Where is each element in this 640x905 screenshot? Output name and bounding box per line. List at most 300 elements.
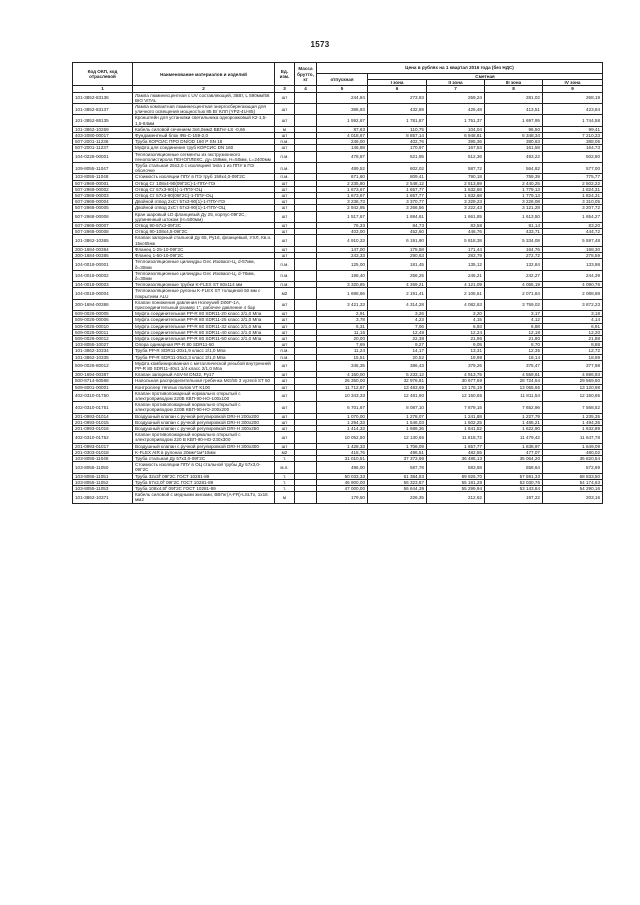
cell-zone-3: 6 348,34	[485, 133, 543, 139]
header-index: 7	[427, 86, 485, 92]
cell-zone-1: 4,23	[368, 317, 427, 323]
cell-zone-1: 56 323,87	[368, 479, 427, 485]
cell-zone-4: 3 872,23	[543, 299, 603, 310]
cell-code: 509-0026-00006	[73, 317, 133, 323]
cell-name: Воздушный клапан с ручной регулировкой DRr-H 300х300	[133, 443, 275, 449]
cell-zone-4: 133,98	[543, 259, 603, 270]
cell-zone-3: 1 697,95	[485, 115, 543, 126]
cell-zone-2: 212,62	[427, 492, 485, 503]
header-otpusk: отпускная	[317, 74, 368, 86]
cell-code: 300-1694-00387	[73, 372, 133, 378]
table-row	[73, 360, 603, 371]
cell-otpusk: 1 517,67	[317, 211, 368, 222]
cell-zone-3: 164,76	[485, 246, 543, 252]
table-row	[73, 163, 603, 174]
cell-unit: п.м.	[275, 282, 295, 288]
cell-name: Воздушный клапан с ручной регулировкой DRr-H 200х200	[133, 413, 275, 419]
cell-otpusk: 7,69	[317, 342, 368, 348]
cell-zone-2: 4 121,09	[427, 282, 485, 288]
cell-zone-4: 58 833,50	[543, 473, 603, 479]
cell-otpusk: 11 712,87	[317, 384, 368, 390]
cell-unit: шт	[275, 311, 295, 317]
cell-zone-3: 558,64	[485, 462, 543, 473]
table-row	[73, 402, 603, 413]
cell-zone-4: 168,30	[543, 246, 603, 252]
cell-zone-4: 4 090,76	[543, 282, 603, 288]
cell-otpusk: 6,31	[317, 323, 368, 329]
cell-code: 507-2968-00002	[73, 186, 133, 192]
cell-otpusk: 50 033,33	[317, 473, 368, 479]
cell-code: 402-0310-01751	[73, 402, 133, 413]
cell-mass	[295, 151, 317, 162]
table-row	[73, 211, 603, 222]
cell-unit: т.	[275, 486, 295, 492]
table-body	[73, 92, 603, 503]
cell-otpusk: 2 235,80	[317, 180, 368, 186]
cell-otpusk: 496,00	[317, 462, 368, 473]
cell-zone-2: 2 513,69	[427, 180, 485, 186]
cell-zone-4: 377,98	[543, 360, 603, 371]
header-index: 6	[368, 86, 427, 92]
cell-zone-4: 444,72	[543, 229, 603, 235]
cell-zone-2: 583,58	[427, 462, 485, 473]
cell-otpusk: 146,88	[317, 145, 368, 151]
cell-zone-3: 18,14	[485, 354, 543, 360]
cell-zone-4: 7 568,52	[543, 402, 603, 413]
cell-unit: шт	[275, 223, 295, 229]
cell-unit: м2	[275, 288, 295, 299]
cell-zone-3: 3 121,28	[485, 205, 543, 211]
cell-otpusk: 15,51	[317, 354, 368, 360]
cell-zone-4: 577,00	[543, 163, 603, 174]
cell-zone-2: 9,05	[427, 342, 485, 348]
cell-zone-4: 775,77	[543, 174, 603, 180]
cell-zone-3: 4,12	[485, 317, 543, 323]
cell-unit: шт	[275, 229, 295, 235]
header-zone-3: III зона	[485, 80, 543, 86]
cell-code: 509-0026-00011	[73, 329, 133, 335]
cell-zone-3: 1 779,13	[485, 186, 543, 192]
cell-zone-1: 12,48	[368, 329, 427, 335]
table-row	[73, 259, 603, 270]
cell-zone-4: 268,19	[543, 92, 603, 103]
cell-code: 201-0303-01018	[73, 449, 133, 455]
cell-zone-3: 13 055,65	[485, 384, 543, 390]
cell-code: 300-1684-00385	[73, 253, 133, 259]
cell-zone-3: 272,72	[485, 253, 543, 259]
table-row	[73, 235, 603, 246]
cell-otpusk: 4 150,00	[317, 372, 368, 378]
cell-otpusk: 3 421,33	[317, 299, 368, 310]
cell-zone-4: 13 120,98	[543, 384, 603, 390]
cell-zone-1: 1 706,09	[368, 443, 427, 449]
cell-zone-2: 5 818,38	[427, 235, 485, 246]
cell-otpusk: 31 010,51	[317, 456, 368, 462]
cell-zone-3: 375,47	[485, 360, 543, 371]
cell-zone-3: 53 143,84	[485, 486, 543, 492]
cell-zone-2: 3 222,43	[427, 205, 485, 211]
cell-otpusk: 1 592,67	[317, 115, 368, 126]
cell-otpusk: 243,33	[317, 253, 368, 259]
cell-zone-2: 4,15	[427, 317, 485, 323]
cell-name: Теплоизоляционные цилиндры Gec Изоваол-Ц, d-76мм, δ=30мм	[133, 270, 275, 281]
cell-code: 300-1684-00384	[73, 246, 133, 252]
cell-zone-3: 1 622,90	[485, 425, 543, 431]
cell-code: 103-8055-11046	[73, 456, 133, 462]
cell-zone-2: 790,18	[427, 174, 485, 180]
cell-unit: п.м.	[275, 163, 295, 174]
cell-zone-1: 20,52	[368, 354, 427, 360]
cell-unit: м.п.	[275, 462, 295, 473]
cell-code: 103-8055-11052	[73, 479, 133, 485]
table-row	[73, 288, 603, 299]
cell-zone-3: 2 440,25	[485, 180, 543, 186]
cell-zone-2: 12 150,65	[427, 390, 485, 401]
cell-unit: шт	[275, 432, 295, 443]
cell-name: Теплоизоляционные рулоны K-FLEX ST толщиной 50 мм с покрытием ALU	[133, 288, 275, 299]
cell-zone-3: 12,35	[485, 348, 543, 354]
cell-name: K-FLEX AIR в рулонах 20мм*1м*10мм	[133, 449, 275, 455]
cell-code: 300-1694-00386	[73, 299, 133, 310]
table-row	[73, 270, 603, 281]
cell-unit: шт	[275, 372, 295, 378]
header-index: 2	[133, 86, 275, 92]
cell-name: Труба 108х4,5f' 09Г2С ГОСТ 10281-89	[133, 486, 275, 492]
cell-zone-2: 13,31	[427, 348, 485, 354]
cell-name: Теплоизоляционные цилиндры Gec Изоваол-Ц, d-57мм, δ=30мм	[133, 259, 275, 270]
cell-code: 101-3852-88135	[73, 115, 133, 126]
cell-name: Клапан противопожарный нормально открытый с электроприводом 220В КВП-90-НО-100х100	[133, 390, 275, 401]
cell-zone-2: 4 082,63	[427, 299, 485, 310]
cell-zone-3: 35 064,20	[485, 456, 543, 462]
cell-zone-2: 3 329,23	[427, 199, 485, 205]
cell-zone-2: 587,72	[427, 163, 485, 174]
cell-zone-3: 57 591,33	[485, 473, 543, 479]
cell-code: 201-0993-01015	[73, 419, 133, 425]
cell-name: Клапан понижения давления Honeywell D06F-1A, присоединительный размер 1", рабочее давление 4 бар	[133, 299, 275, 310]
cell-code: 101-3852-83136	[73, 92, 133, 103]
cell-code: 507-2968-00001	[73, 180, 133, 186]
cell-zone-1: 14,17	[368, 348, 427, 354]
cell-mass	[295, 462, 317, 473]
cell-zone-4: 502,80	[543, 151, 603, 162]
cell-zone-4: 2 502,22	[543, 180, 603, 186]
cell-zone-2: 4 913,75	[427, 372, 485, 378]
cell-zone-4: 3,18	[543, 311, 603, 317]
cell-zone-1: 9,27	[368, 342, 427, 348]
header-zone-2: II зона	[427, 80, 485, 86]
cell-zone-2: 283,79	[427, 253, 485, 259]
cell-zone-2: 19,98	[427, 354, 485, 360]
cell-unit: шт	[275, 402, 295, 413]
cell-code: 507-2968-00005	[73, 205, 133, 211]
cell-zone-2: 12,24	[427, 329, 485, 335]
cell-zone-2: 245,21	[427, 270, 485, 281]
cell-zone-4: 1 824,31	[543, 193, 603, 199]
table-row	[73, 299, 603, 310]
cell-name: Отвод 90-57х3-09Г2С	[133, 223, 275, 229]
cell-otpusk: 76,33	[317, 223, 368, 229]
cell-name: Отвод Ст 108х4-90(09Г2С)-1-ППУ-ПЭ	[133, 180, 275, 186]
cell-otpusk: 478,87	[317, 151, 368, 162]
cell-unit: шт	[275, 253, 295, 259]
cell-zone-2: 1 661,85	[427, 211, 485, 222]
cell-code: 104-0018-00004	[73, 288, 133, 299]
cell-zone-3: 3,17	[485, 311, 543, 317]
cell-otpusk: 1 414,33	[317, 425, 368, 431]
cell-zone-1: 61 384,83	[368, 473, 427, 479]
cell-zone-1: 110,75	[368, 126, 427, 132]
cell-code: 103-8055-11053	[73, 486, 133, 492]
cell-zone-2: 1 241,88	[427, 413, 485, 419]
cell-name: Стоимость изоляции ППУ в ОЦ стальной трубы Ду 57х3,0-09Г2С	[133, 462, 275, 473]
cell-zone-3: 81,14	[485, 223, 543, 229]
cell-zone-3: 3 226,08	[485, 199, 543, 205]
cell-code: 507-2968-00008	[73, 229, 133, 235]
cell-mass	[295, 299, 317, 310]
cell-zone-2: 55 299,94	[427, 486, 485, 492]
cell-unit: шт	[275, 335, 295, 341]
cell-code: 500-8714-50568	[73, 378, 133, 384]
cell-zone-4: 99,41	[543, 126, 603, 132]
cell-code: 507-2968-00006	[73, 211, 133, 222]
cell-unit: шт	[275, 419, 295, 425]
cell-zone-1: 432,69	[368, 104, 427, 115]
cell-otpusk: 1 428,33	[317, 443, 368, 449]
cell-name: Напольная распределительная гребенка MG/50 3 vyzenli ST 50	[133, 378, 275, 384]
cell-unit: п.м.	[275, 174, 295, 180]
cell-zone-1: 1 684,61	[368, 211, 427, 222]
cell-name: Двойной отвод 2хСт 57х3-90(1)-1-ППУ-ОЦ	[133, 205, 275, 211]
cell-unit: шт	[275, 205, 295, 211]
header-code: Код ОКП, код отраслевой	[73, 63, 133, 86]
cell-zone-2: 6 948,81	[427, 133, 485, 139]
cell-zone-4: 83,20	[543, 223, 603, 229]
cell-code: 507-2968-00003	[73, 193, 133, 199]
cell-code: 509-6001-00001	[73, 384, 133, 390]
cell-name: Опора одинарная PP-R 80 SDR11-50	[133, 342, 275, 348]
cell-name: Контроллер тёплых полов VT K100	[133, 384, 275, 390]
cell-zone-2: 1 632,68	[427, 193, 485, 199]
cell-unit: п.м.	[275, 270, 295, 281]
cell-otpusk: 87,63	[317, 126, 368, 132]
cell-mass	[295, 270, 317, 281]
header-index: 4	[295, 86, 317, 92]
cell-otpusk: 3 236,73	[317, 199, 368, 205]
cell-code: 201-0993-01014	[73, 413, 133, 419]
table-row	[73, 492, 603, 503]
cell-name: Труба PP-R SDR11-20х1,9 класс 2/1,0 Mпа	[133, 348, 275, 354]
cell-zone-1: 587,78	[368, 462, 427, 473]
cell-unit: шт	[275, 193, 295, 199]
cell-zone-3: 96,50	[485, 126, 543, 132]
cell-zone-4: 203,16	[543, 492, 603, 503]
cell-zone-4: 35 820,54	[543, 456, 603, 462]
cell-name: Воздушный клапан с ручной регулировкой DRr-H 300х250	[133, 425, 275, 431]
cell-unit: м2	[275, 449, 295, 455]
header-index: 8	[485, 86, 543, 92]
cell-zone-1: 5 233,12	[368, 372, 427, 378]
cell-otpusk: 20,00	[317, 335, 368, 341]
cell-zone-1: 37 373,96	[368, 456, 427, 462]
cell-name: Двойной отвод 2хСт 57х3-90(1)-1-ППУ-ПЭ	[133, 199, 275, 205]
cell-otpusk: 1 673,67	[317, 193, 368, 199]
cell-name: Клапан запорный ASV-M DN32, Ру17	[133, 372, 275, 378]
cell-zone-1: 7,06	[368, 323, 427, 329]
cell-unit: т.	[275, 456, 295, 462]
header-zone-4: IV зона	[543, 80, 603, 86]
cell-unit: шт	[275, 145, 295, 151]
cell-unit: шт	[275, 133, 295, 139]
cell-unit: п.м.	[275, 139, 295, 145]
cell-zone-3: 4 559,61	[485, 372, 543, 378]
cell-name: Труба КОРСИС ПРО DN/OD 160 P SN 16	[133, 139, 275, 145]
cell-zone-3: 1 613,50	[485, 211, 543, 222]
cell-zone-4: 1 649,09	[543, 443, 603, 449]
cell-zone-1: 181,45	[368, 259, 427, 270]
page-number: 1573	[310, 40, 330, 49]
cell-name: Кабель силовой сечением 3х6,0мм2 ВВГнг-LS -0,66	[133, 126, 275, 132]
cell-zone-1: 8 857,14	[368, 133, 427, 139]
cell-zone-3: 2 071,84	[485, 288, 543, 299]
cell-unit: шт	[275, 443, 295, 449]
cell-zone-1: 1 278,07	[368, 413, 427, 419]
cell-otpusk: 11,15	[317, 329, 368, 335]
cell-otpusk: 6 701,67	[317, 402, 368, 413]
cell-mass	[295, 235, 317, 246]
cell-unit: шт	[275, 360, 295, 371]
cell-zone-2: 59 926,70	[427, 473, 485, 479]
cell-mass	[295, 390, 317, 401]
cell-otpusk: 10 343,33	[317, 390, 368, 401]
cell-zone-1: 56 644,39	[368, 486, 427, 492]
cell-mass	[295, 432, 317, 443]
cell-name: Воздушный клапан с ручной регулировкой DRr-H 300х200	[133, 419, 275, 425]
cell-otpusk: 4 910,33	[317, 235, 368, 246]
cell-name: Муфта соединительная PP-R 80 SDR11-40 класс 2/1,0 Mпа	[133, 329, 275, 335]
cell-otpusk: 198,40	[317, 270, 368, 281]
cell-zone-2: 1 632,68	[427, 186, 485, 192]
header-smetnaya: Сметная	[368, 74, 603, 80]
cell-zone-1: 4 314,28	[368, 299, 427, 310]
cell-zone-3: 7 652,96	[485, 402, 543, 413]
cell-zone-2: 379,26	[427, 360, 485, 371]
cell-otpusk: 147,00	[317, 246, 368, 252]
cell-unit: т.	[275, 479, 295, 485]
cell-otpusk: 11,24	[317, 348, 368, 354]
cell-otpusk: 1 070,00	[317, 413, 368, 419]
cell-zone-1: 12 481,60	[368, 390, 427, 401]
cell-unit: шт	[275, 329, 295, 335]
table-row	[73, 92, 603, 103]
cell-otpusk: 671,60	[317, 174, 368, 180]
cell-code: 509-0026-00010	[73, 323, 133, 329]
cell-code: 103-8055-10027	[73, 342, 133, 348]
cell-mass	[295, 104, 317, 115]
cell-zone-2: 13 176,19	[427, 384, 485, 390]
cell-code: 201-0993-01017	[73, 443, 133, 449]
cell-zone-3: 1 485,21	[485, 419, 543, 425]
cell-zone-2: 446,76	[427, 229, 485, 235]
cell-name: Муфта для соединения труб КОРСИС DN 160	[133, 145, 275, 151]
cell-name: Отвод Ст 57х3-90(09Г2С)-1-ППУ-ОЦ	[133, 193, 275, 199]
cell-unit: п.м.	[275, 259, 295, 270]
cell-otpusk: 246,00	[317, 139, 368, 145]
cell-zone-1: 521,95	[368, 151, 427, 162]
cell-zone-4: 1 824,31	[543, 186, 603, 192]
cell-zone-3: 242,27	[485, 270, 543, 281]
cell-name: Труба стальная 25х3,0 с изоляцией типа 1 из ППУ в ПЭ оболочке	[133, 163, 275, 174]
cell-code: 104-0018-00002	[73, 270, 133, 281]
cell-zone-4: 7 210,33	[543, 133, 603, 139]
cell-zone-4: 4 696,93	[543, 372, 603, 378]
cell-zone-2: 482,55	[427, 449, 485, 455]
cell-name: Муфта соединительная PP-R 80 SDR11-20 класс 2/1,0 Mпа	[133, 311, 275, 317]
cell-zone-3: 5 334,08	[485, 235, 543, 246]
table-row	[73, 151, 603, 162]
cell-mass	[295, 259, 317, 270]
cell-zone-3: 477,07	[485, 449, 543, 455]
cell-zone-2: 167,53	[427, 145, 485, 151]
cell-zone-4: 1 494,35	[543, 419, 603, 425]
cell-mass	[295, 163, 317, 174]
cell-zone-4: 3 207,72	[543, 205, 603, 211]
cell-zone-1: 226,35	[368, 492, 427, 503]
cell-zone-1: 1 546,03	[368, 419, 427, 425]
cell-zone-1: 1 657,77	[368, 193, 427, 199]
cell-zone-1: 602,02	[368, 163, 427, 174]
cell-zone-4: 388,05	[543, 139, 603, 145]
cell-zone-4: 12 150,65	[543, 390, 603, 401]
cell-unit: шт	[275, 384, 295, 390]
cell-zone-1: 3 370,77	[368, 199, 427, 205]
cell-zone-2: 171,44	[427, 246, 485, 252]
cell-zone-1: 3 266,56	[368, 205, 427, 211]
cell-otpusk: 47 000,00	[317, 486, 368, 492]
cell-zone-1: 170,97	[368, 145, 427, 151]
cell-mass	[295, 115, 317, 126]
cell-zone-2: 135,12	[427, 259, 485, 270]
cell-zone-4: 3 310,05	[543, 199, 603, 205]
cell-otpusk: 415,76	[317, 449, 368, 455]
cell-code: 104-0018-00003	[73, 282, 133, 288]
cell-zone-1: 1 657,77	[368, 186, 427, 192]
cell-name: Теплоизоляционные сегменты из экструзионного пенополистирола ПЕНОПЛЕКС, ду=159мм, Н=50мм, L=2400мм	[133, 151, 275, 162]
cell-otpusk: 4 018,67	[317, 133, 368, 139]
cell-zone-3: 1 638,97	[485, 443, 543, 449]
cell-code: 101-3862-10371	[73, 492, 133, 503]
cell-zone-3: 493,22	[485, 151, 543, 162]
cell-code: 104-0228-00001	[73, 151, 133, 162]
cell-zone-4: 164,73	[543, 145, 603, 151]
cell-code: 509-0026-80012	[73, 360, 133, 371]
cell-name: Кран шаровый LD фланцевый Ду 25, корпус-09Г2С, удлиненный штоком (Н=500мм)	[133, 211, 275, 222]
cell-code: 402-0310-01752	[73, 432, 133, 443]
header-price-title: Цена в рублях на 1 квартал 2016 года (без НДС)	[317, 63, 603, 74]
cell-zone-2: 21,96	[427, 335, 485, 341]
cell-name: Труба 32х3f' 09Г2С ГОСТ 10281-89	[133, 473, 275, 479]
cell-unit: шт	[275, 235, 295, 246]
cell-unit: т.	[275, 473, 295, 479]
cell-name: Клапан противопожарный нормально открытый с электроприводом 220 В КВП-90-НО-230х300	[133, 432, 275, 443]
cell-code: 507-2001-11237	[73, 145, 133, 151]
cell-mass	[295, 360, 317, 371]
cell-mass	[295, 211, 317, 222]
cell-zone-3: 3 759,02	[485, 299, 543, 310]
header-index: 3	[275, 86, 295, 92]
cell-zone-1: 6 191,90	[368, 235, 427, 246]
cell-zone-3: 1 227,79	[485, 413, 543, 419]
